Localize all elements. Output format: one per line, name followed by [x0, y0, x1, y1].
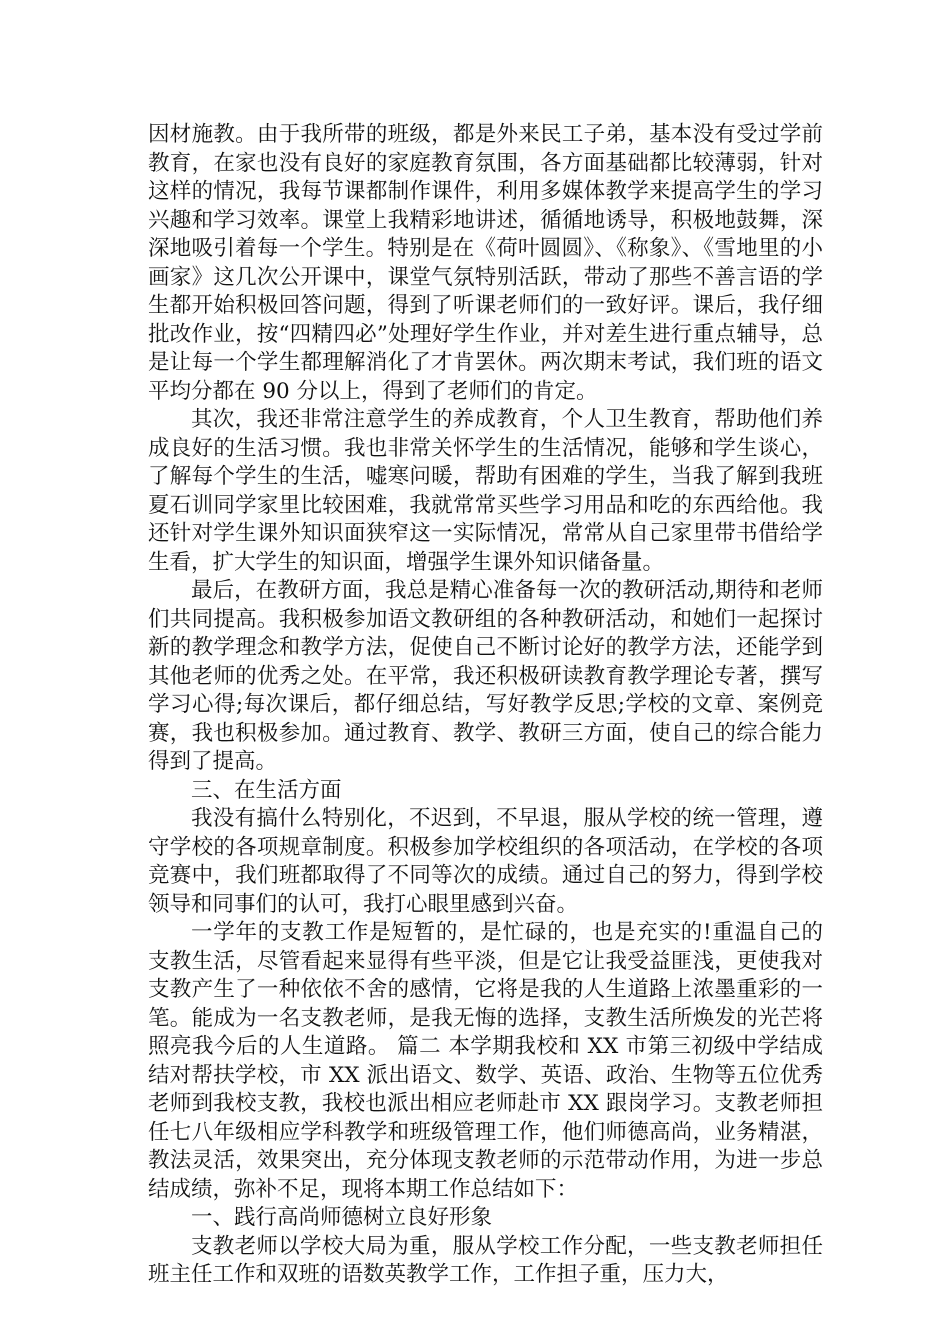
- paragraph-2: 其次，我还非常注意学生的养成教育，个人卫生教育，帮助他们养成良好的生活习惯。我也非常关怀学生的生活情况，能够和学生谈心，了解每个学生的生活，嘘寒问暖，帮助有困难的学生，当我了解到我班夏石训同学家里比较困难，我就常常买些学习用品和吃的东西给他。我还针对学生课外知识面狭窄这一实际情况，常常从自己家里带书借给学生看，扩大学生的知识面，增强学生课外知识储备量。: [148, 407, 823, 575]
- section-heading-life: 三、在生活方面: [191, 777, 342, 803]
- paragraph-1: 因材施教。由于我所带的班级，都是外来民工子弟，基本没有受过学前教育，在家也没有良好的家庭教育氛围，各方面基础都比较薄弱，针对这样的情况，我每节课都制作课件，利用多媒体教学来提高学生的学习兴趣和学习效率。课堂上我精彩地讲述，循循地诱导，积极地鼓舞，深深地吸引着每一个学生。特别是在《荷叶圆圆》、《称象》、《雪地里的小画家》这几次公开课中，课堂气氛特别活跃，带动了那些不善言语的学生都开始积极回答问题，得到了听课老师们的一致好评。课后，我仔细批改作业，按“四精四必”处理好学生作业，并对差生进行重点辅导，总是让每一个学生都理解消化了才肯罢休。两次期末考试，我们班的语文平均分都在 90 分以上，得到了老师们的肯定。: [148, 122, 823, 404]
- body-text: [148, 121, 823, 1290]
- paragraph-3: 最后，在教研方面，我总是精心准备每一次的教研活动,期待和老师们共同提高。我积极参加语文教研组的各种教研活动，和她们一起探讨新的教学理念和教学方法，促使自己不断讨论好的教学方法，还能学到其他老师的优秀之处。在平常，我还积极研读教育教学理论专著，撰写学习心得;每次课后，都仔细总结，写好教学反思;学校的文章、案例竞赛，我也积极参加。通过教育、教学、教研三方面，使自己的综合能力得到了提高。: [148, 578, 823, 774]
- section-heading-ethics: 一、践行高尚师德树立良好形象: [191, 1205, 493, 1230]
- paragraph-5: 一学年的支教工作是短暂的，是忙碌的，也是充实的!重温自己的支教生活，尽管看起来显得有些平淡，但是它让我受益匪浅，更使我对支教产生了一种依依不舍的感情，它将是我的人生道路上浓墨重彩的一笔。能成为一名支教老师，是我无悔的选择，支教生活所焕发的光芒将照亮我今后的人生道路。 篇二 本学期我校和 XX 市第三初级中学结成结对帮扶学校，市 XX 派出语文、数学、英语、政治、生物等五位优秀老师到我校支教，我校也派出相应老师赴市 XX 跟岗学习。支教老师担任七八年级相应学科教学和班级管理工作，他们师德高尚，业务精湛，教法灵活，效果突出，充分体现支教老师的示范带动作用，为进一步总结成绩，弥补不足，现将本期工作总结如下：: [148, 920, 823, 1202]
- paragraph-6: 支教老师以学校大局为重，服从学校工作分配，一些支教老师担任班主任工作和双班的语数英教学工作，工作担子重，压力大，: [148, 1233, 823, 1287]
- paragraph-4: 我没有搞什么特别化，不迟到，不早退，服从学校的统一管理，遵守学校的各项规章制度。积极参加学校组织的各项活动，在学校的各项竞赛中，我们班都取得了不同等次的成绩。通过自己的努力，得到学校领导和同事们的认可，我打心眼里感到兴奋。: [148, 806, 823, 917]
